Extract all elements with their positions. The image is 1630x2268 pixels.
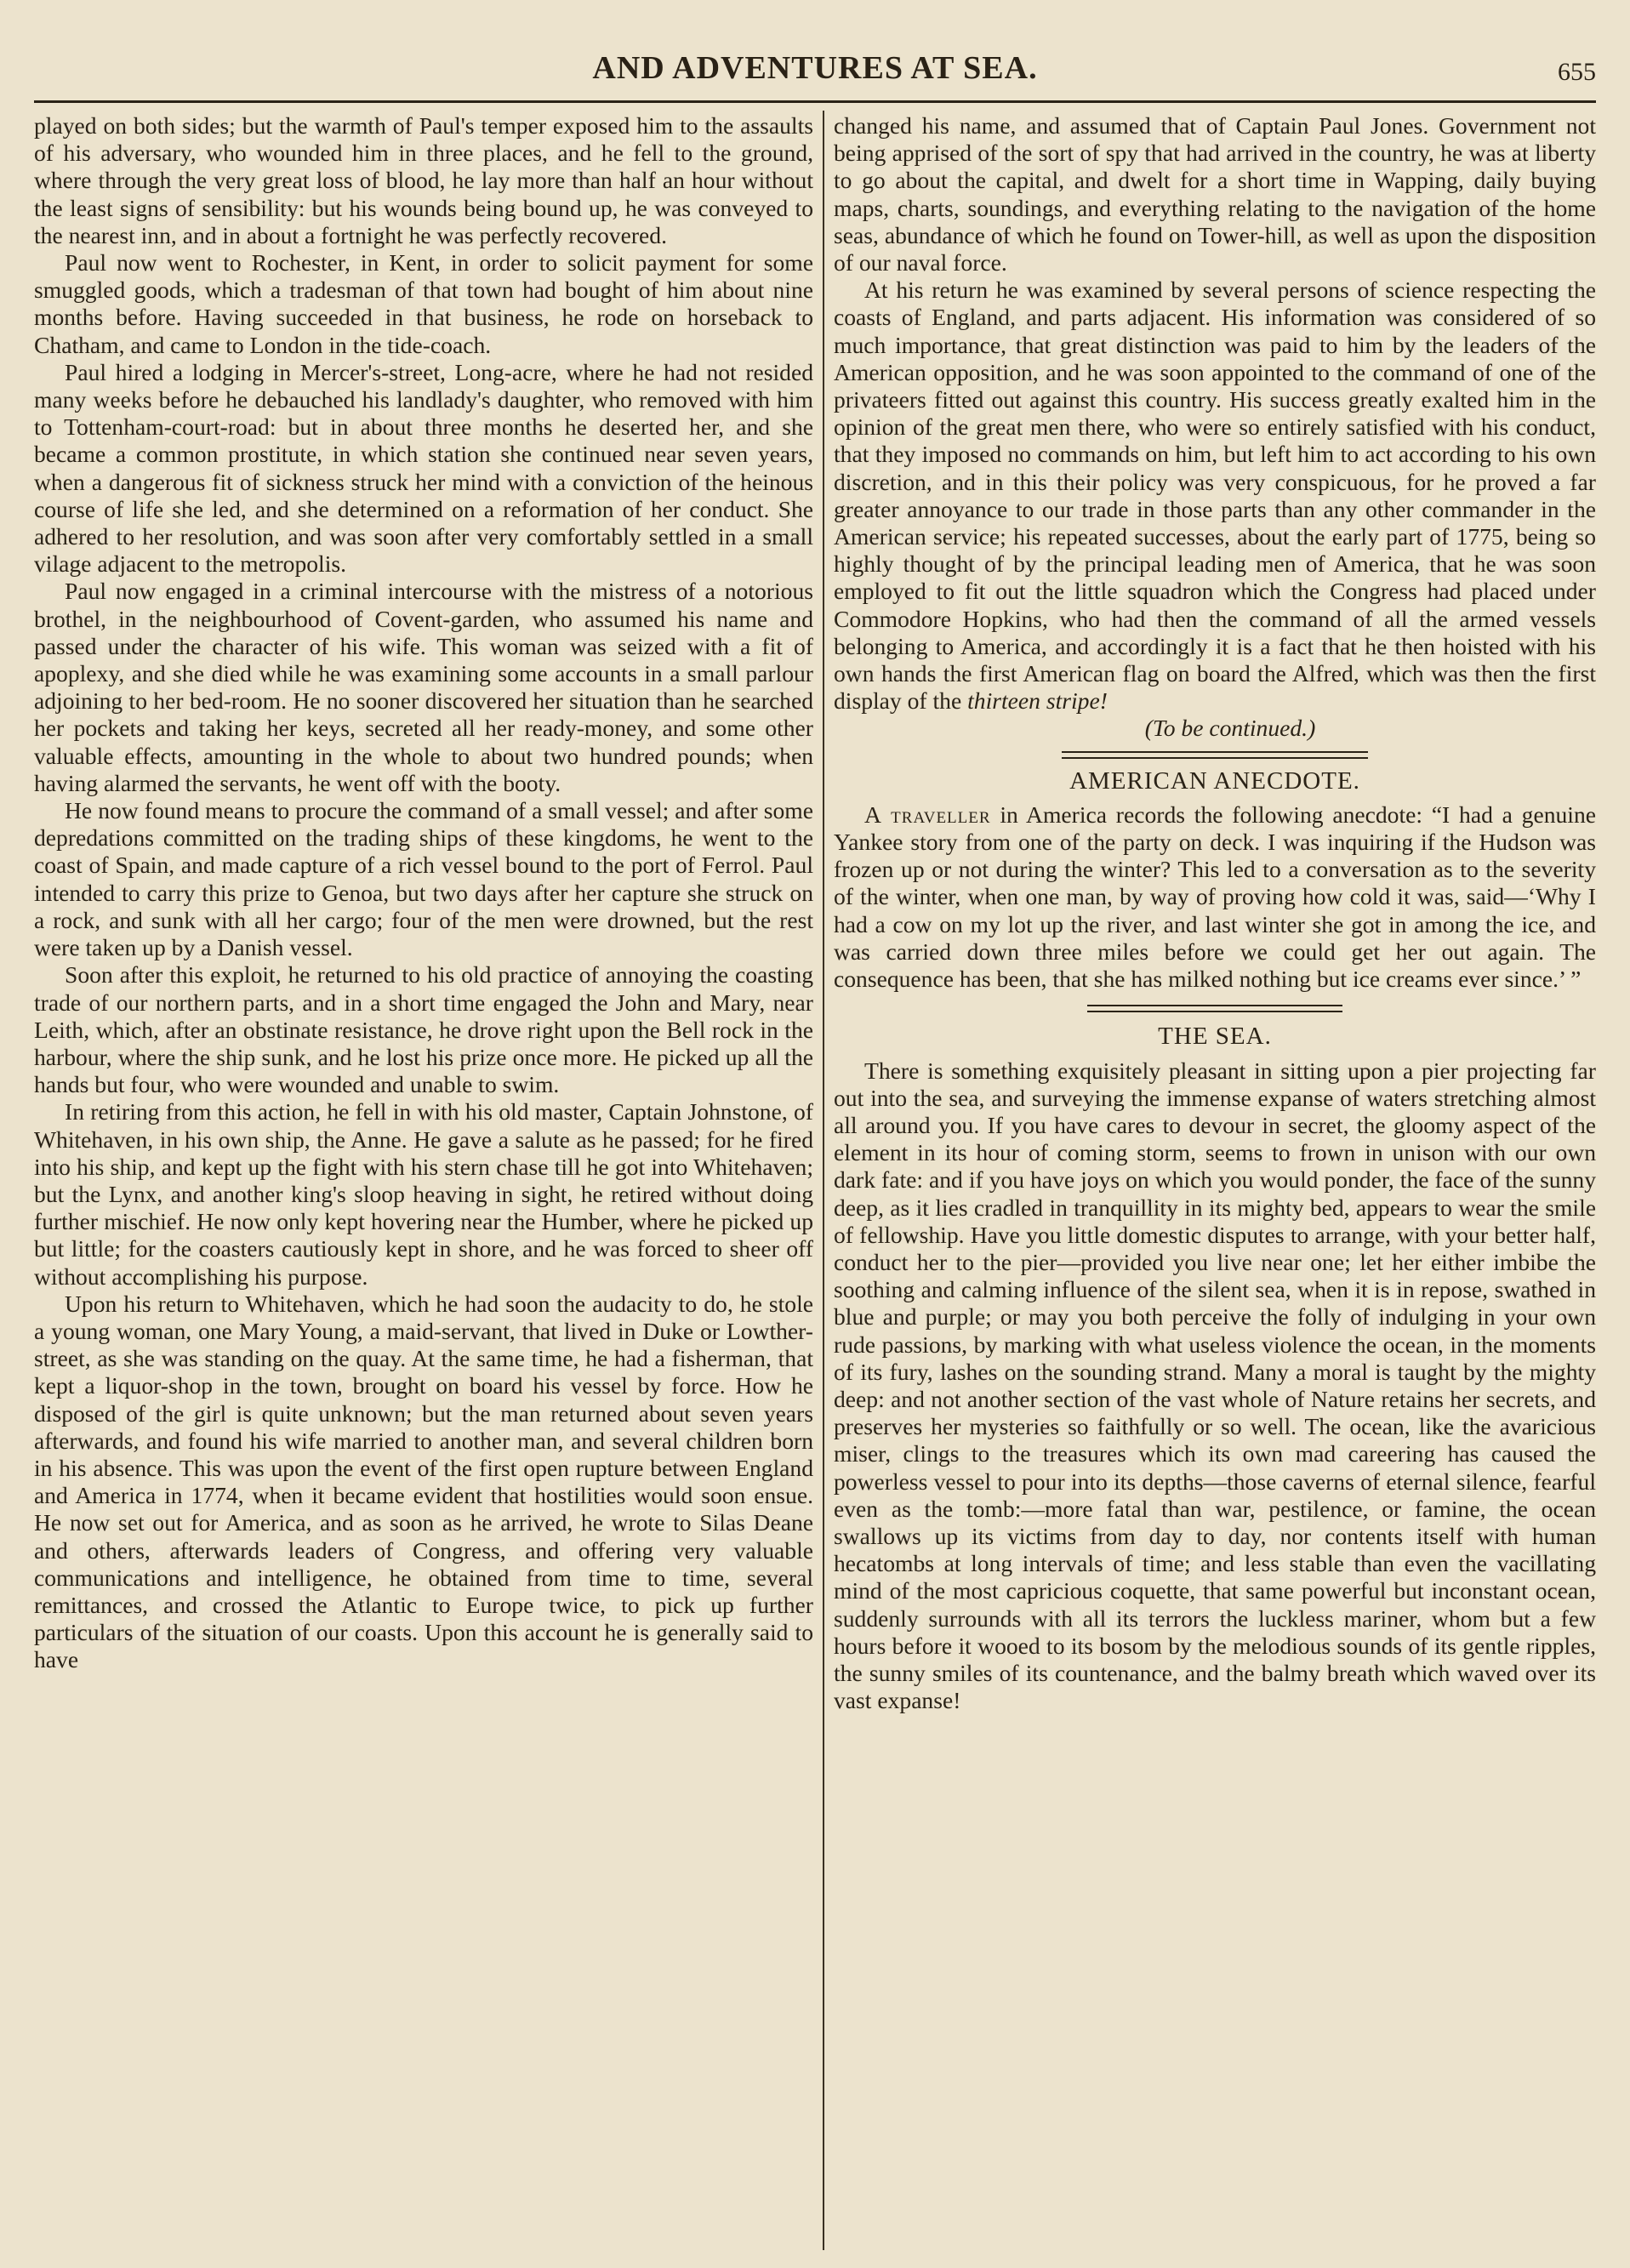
sea-paragraph: There is something exquisitely pleasant in sitting upon a pier projecting far out into the sea, and surveying the immense expanse of waters stretching almost all around you. If you have cares to devour in secret, the gloomy aspect of the element in its hour of coming storm, seems to frown in unison with our own dark fate: and if you have joys on which you would ponder, the face of the sunny deep, as it lies cradled in tranquillity in its mighty bed, appears to wear the smile of fellowship. Have you little domestic disputes to arrange, with your better half, conduct her to the pier—provided you live near one; let her either imbibe the soothing and calming influence of the silent sea, when it is in repose, swathed in blue and purple; or may you both perceive the folly of indulging in your own rude passions, by marking with what useless violence the ocean, in the moments of its fury, lashes on the sounding strand. Many a moral is taught by the mighty deep: and not another section of the vast whole of Nature retains her secrets, and preserves her mysteries so faithfully or so well. The ocean, like the avaricious miser, clings to the treasures which its own mad careering has caused the powerless vessel to pour into its depths—those caverns of eternal silence, fearful even as the tomb:—more fatal than war, pestilence, or famine, the ocean swallows up its victims from day to day, nor contents itself with human hecatombs at long intervals of time; and less stable than even the vacillating mind of the most capricious coquette, that same powerful but inconstant ocean, suddenly surrounds with all its terrors the luckless mariner, whom but a few hours before it wooed to its bosom by the melodious sounds of its gentle ripples, the sunny smiles of its countenance, and the balmy breath which waved over its vast expanse! bbox=[834, 1057, 1596, 1714]
left-paragraph-4: Paul now engaged in a criminal intercourse with the mistress of a notorious brothel, in the neighbourhood of Covent-garden, who assumed his name and passed under the character of his wife. This woman was seized with a fit of apoplexy, and she died while he was examining some accounts in a small parlour adjoining to her bed-room. He no sooner discovered her situation than he searched her pockets and taking her keys, secreted all her ready-money, and some other valuable effects, amounting in the whole to about two hundred pounds; when having alarmed the servants, he went off with the booty. bbox=[34, 578, 813, 796]
left-column bbox=[34, 112, 813, 2248]
right-paragraph-2 bbox=[834, 276, 1596, 715]
column-divider bbox=[823, 111, 824, 2250]
right-column bbox=[834, 112, 1596, 2248]
to-be-continued: (To be continued.) bbox=[1144, 715, 1316, 742]
sea-heading: THE SEA. bbox=[1158, 1023, 1272, 1051]
section-rule-1 bbox=[1062, 751, 1368, 759]
left-paragraph-5: He now found means to procure the command of a small vessel; and after some depredations committed on the trading ships of these kingdoms, he went to the coast of Spain, and made capture of a rich vessel bound to the port of Ferrol. Paul intended to carry this prize to Genoa, but two days after her capture she struck on a rock, and sunk with all her cargo; four of the men were drowned, but the rest were taken up by a Danish vessel. bbox=[34, 797, 813, 961]
anecdote-text: in America records the following anecdote: “I had a genuine Yankee story from one of the party on deck. I was inquiring if the Hudson was frozen up or not during the winter? This led to a conversation as to the severity of the winter, when one man, by way of proving how cold it was, said—‘Why I had a cow on my lot up the river, and last winter she got in among the ice, and was carried down three miles before we could get her out again. The consequence has been, that she has milked nothing but ice creams ever since.’ ” bbox=[834, 801, 1596, 993]
left-paragraph-6: Soon after this exploit, he returned to his old practice of annoying the coasting trade of our northern parts, and in a short time engaged the John and Mary, near Leith, which, after an obstinate resistance, he drove right upon the Bell rock in the harbour, where the ship sunk, and he lost his prize once more. He picked up all the hands but four, who were wounded and unable to swim. bbox=[34, 961, 813, 1098]
left-paragraph-1: played on both sides; but the warmth of Paul's temper exposed him to the assaults of his adversary, who wounded him in three places, and he fell to the ground, where through the very great loss of blood, he lay more than half an hour without the least signs of sensibility: but his wounds being bound up, he was conveyed to the nearest inn, and in about a fortnight he was perfectly recovered. bbox=[34, 112, 813, 248]
right-paragraph-1: changed his name, and assumed that of Captain Paul Jones. Government not being apprised of the sort of spy that had arrived in the country, he was at liberty to go about the capital, and dwelt for a short time in Wapping, daily buying maps, charts, soundings, and everything relating to the navigation of the home seas, abundance of which he found on Tower-hill, as well as upon the disposition of our naval force. bbox=[834, 112, 1596, 276]
page-header bbox=[34, 49, 1596, 100]
section-rule-2 bbox=[1087, 1005, 1342, 1012]
left-paragraph-8: Upon his return to Whitehaven, which he had soon the audacity to do, he stole a young woman, one Mary Young, a maid-servant, that lived in Duke or Lowther-street, as she was standing on the quay. At the same time, he had a fisherman, that kept a liquor-shop in the town, brought on board his vessel by force. How he disposed of the girl is quite unknown; but the man returned about seven years afterwards, and found his wife married to another man, and several children born in his absence. This was upon the event of the first open rupture between England and America in 1774, when it became evident that hostilities would soon ensue. He now set out for America, and as soon as he arrived, he wrote to Silas Deane and others, afterwards leaders of Congress, and offering very valuable communications and intelligence, he obtained from time to time, several remittances, and crossed the Atlantic to Europe twice, to pick up further particulars of the situation of our coasts. Upon this account he is generally said to have bbox=[34, 1290, 813, 1673]
page-number: 655 bbox=[1558, 58, 1596, 86]
thirteen-stripe: thirteen stripe! bbox=[967, 687, 1108, 715]
running-title: AND ADVENTURES AT SEA. bbox=[592, 50, 1038, 86]
right-paragraph-2-text: At his return he was examined by several persons of science respecting the coasts of England, and parts adjacent. His information was considered of so much importance, that great distinction was paid to him by the leaders of the American opposition, and he was soon appointed to the command of one of the privateers fitted out against this country. His success greatly exalted him in the opinion of the great men there, who were so entirely satisfied with his conduct, that they imposed no commands on him, but left him to act according to his own discretion, and in this their policy was very conspicuous, for he proved a far greater annoyance to our trade in those parts than any other commander in the American service; his repeated successes, about the early part of 1775, being so highly thought of by the principal leading men of America, that he was soon employed to fit out the little squadron which the Congress had placed under Commodore Hopkins, who had then the command of all the armed vessels belonging to America, and accordingly it is a fact that he then hoisted with his own hands the first American flag on board the Alfred, which was then the first display of the bbox=[834, 276, 1596, 715]
anecdote-paragraph bbox=[834, 801, 1596, 993]
anecdote-lead: A traveller bbox=[864, 801, 991, 828]
anecdote-heading: AMERICAN ANECDOTE. bbox=[1069, 766, 1360, 795]
left-paragraph-3: Paul hired a lodging in Mercer's-street, Long-acre, where he had not resided many weeks before he debauched his landlady's daughter, who removed with him to Tottenham-court-road: but in about three months he deserted her, and she became a common prostitute, in which station she continued near seven years, when a dangerous fit of sickness struck her mind with a conviction of the heinous course of life she led, and she determined on a reformation of her conduct. She adhered to her resolution, and was soon after very comfortably settled in a small vilage adjacent to the metropolis. bbox=[34, 358, 813, 578]
left-paragraph-7: In retiring from this action, he fell in with his old master, Captain Johnstone, of Whitehaven, in his own ship, the Anne. He gave a salute as he passed; for he fired into his ship, and kept up the fight with his stern chase till he got into Whitehaven; but the Lynx, and another king's sloop heaving in sight, he retired without doing further mischief. He now only kept hovering near the Humber, where he picked up but little; for the coasters cautiously kept in shore, and he was forced to sheer off without accomplishing his purpose. bbox=[34, 1098, 813, 1290]
left-paragraph-2: Paul now went to Rochester, in Kent, in order to solicit payment for some smuggled goods, which a tradesman of that town had bought of him about nine months before. Having succeeded in that business, he rode on horseback to Chatham, and came to London in the tide-coach. bbox=[34, 249, 813, 358]
header-rule bbox=[34, 100, 1596, 103]
